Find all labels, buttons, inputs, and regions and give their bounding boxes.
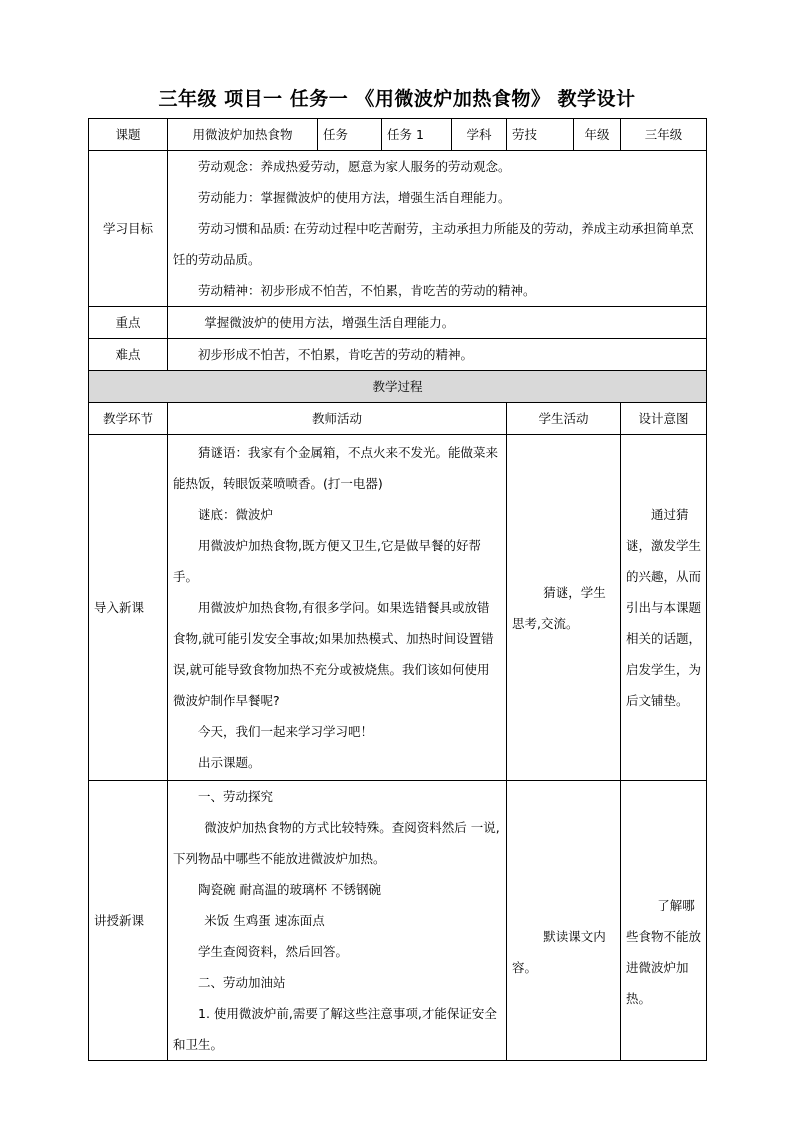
- stage-name: 讲授新课: [89, 781, 168, 1061]
- teacher-paragraph: 学生查阅资料，然后回答。: [198, 944, 349, 959]
- goal-line: 劳动习惯和品质: 在劳动过程中吃苦耐劳，主动承担力所能及的劳动，养成主动承担简单烹饪的劳动品质。: [173, 221, 694, 267]
- teacher-paragraph: 出示课题。: [198, 755, 261, 770]
- goals-content: [168, 151, 707, 307]
- task-label: 任务: [318, 119, 382, 151]
- goal-line: 劳动能力：掌握微波炉的使用方法，增强生活自理能力。: [198, 190, 511, 205]
- column-header-stage: 教学环节: [89, 403, 168, 435]
- column-header-intent: 设计意图: [621, 403, 707, 435]
- process-header: 教学过程: [89, 371, 707, 403]
- student-text: 默读课文内容。: [512, 928, 606, 975]
- student-text: 猜谜，学生思考,交流。: [512, 584, 606, 631]
- subject-label: 学科: [452, 119, 507, 151]
- task-value: 任务 1: [382, 119, 452, 151]
- teacher-paragraph: 米饭 生鸡蛋 速冻面点: [204, 913, 325, 928]
- teacher-paragraph: 一、劳动探究: [198, 789, 274, 804]
- grade-label: 年级: [574, 119, 621, 151]
- student-activity: [507, 435, 621, 781]
- design-intent: [621, 781, 707, 1061]
- teacher-activity: [168, 781, 507, 1061]
- header-row: [89, 119, 707, 151]
- column-header-student: 学生活动: [507, 403, 621, 435]
- difficulty-row: [89, 339, 707, 371]
- subject-value: 劳技: [507, 119, 574, 151]
- process-header-row: [89, 371, 707, 403]
- stage-row: [89, 435, 707, 781]
- lesson-plan-table: [88, 118, 707, 1061]
- teacher-paragraph: 谜底：微波炉: [198, 507, 274, 522]
- column-header-teacher: 教师活动: [168, 403, 507, 435]
- difficulty-label: 难点: [89, 339, 168, 371]
- document-title: 三年级 项目一 任务一 《用微波炉加热食物》 教学设计: [158, 88, 636, 110]
- topic-label: 课题: [89, 119, 168, 151]
- teacher-paragraph: 二、劳动加油站: [198, 975, 286, 990]
- column-header-row: [89, 403, 707, 435]
- teacher-paragraph: 猜谜语：我家有个金属箱，不点火来不发光。能做菜来能热饭，转眼饭菜喷喷香。(打一电器): [173, 445, 499, 491]
- key-point-row: [89, 307, 707, 339]
- key-point-label: 重点: [89, 307, 168, 339]
- student-activity: [507, 781, 621, 1061]
- topic-value: 用微波炉加热食物: [168, 119, 318, 151]
- teacher-paragraph: 今天，我们一起来学习学习吧！: [198, 724, 374, 739]
- goal-line: 劳动观念：养成热爱劳动，愿意为家人服务的劳动观念。: [198, 159, 511, 174]
- intent-text: 通过猜谜，激发学生的兴趣，从而引出与本课题相关的话题，启发学生，为后文铺垫。: [626, 507, 702, 708]
- teacher-paragraph: 用微波炉加热食物,有很多学问。如果选错餐具或放错食物,就可能引发安全事故;如果加热模式、加热时间设置错误,就可能导致食物加热不充分或被烧焦。我们该如何使用微波炉制作早餐呢?: [173, 600, 494, 708]
- stage-row: [89, 781, 707, 1061]
- teacher-activity: [168, 435, 507, 781]
- goals-row: [89, 151, 707, 307]
- teacher-paragraph: 陶瓷碗 耐高温的玻璃杯 不锈钢碗: [198, 882, 381, 897]
- goals-label: 学习目标: [89, 151, 168, 307]
- goal-line: 劳动精神：初步形成不怕苦，不怕累，肯吃苦的劳动的精神。: [198, 283, 536, 298]
- teacher-paragraph: 微波炉加热食物的方式比较特殊。查阅资料然后 一说,下列物品中哪些不能放进微波炉加热。: [173, 820, 500, 866]
- stage-name: 导入新课: [89, 435, 168, 781]
- teacher-paragraph: 用微波炉加热食物,既方便又卫生,它是做早餐的好帮手。: [173, 538, 481, 584]
- grade-value: 三年级: [621, 119, 707, 151]
- key-point-value: 掌握微波炉的使用方法，增强生活自理能力。: [168, 307, 707, 339]
- difficulty-value: 初步形成不怕苦，不怕累，肯吃苦的劳动的精神。: [168, 339, 707, 371]
- intent-text: 了解哪些食物不能放进微波炉加热。: [626, 897, 702, 1006]
- teacher-paragraph: 1. 使用微波炉前,需要了解这些注意事项,才能保证安全和卫生。: [173, 1006, 497, 1052]
- design-intent: [621, 435, 707, 781]
